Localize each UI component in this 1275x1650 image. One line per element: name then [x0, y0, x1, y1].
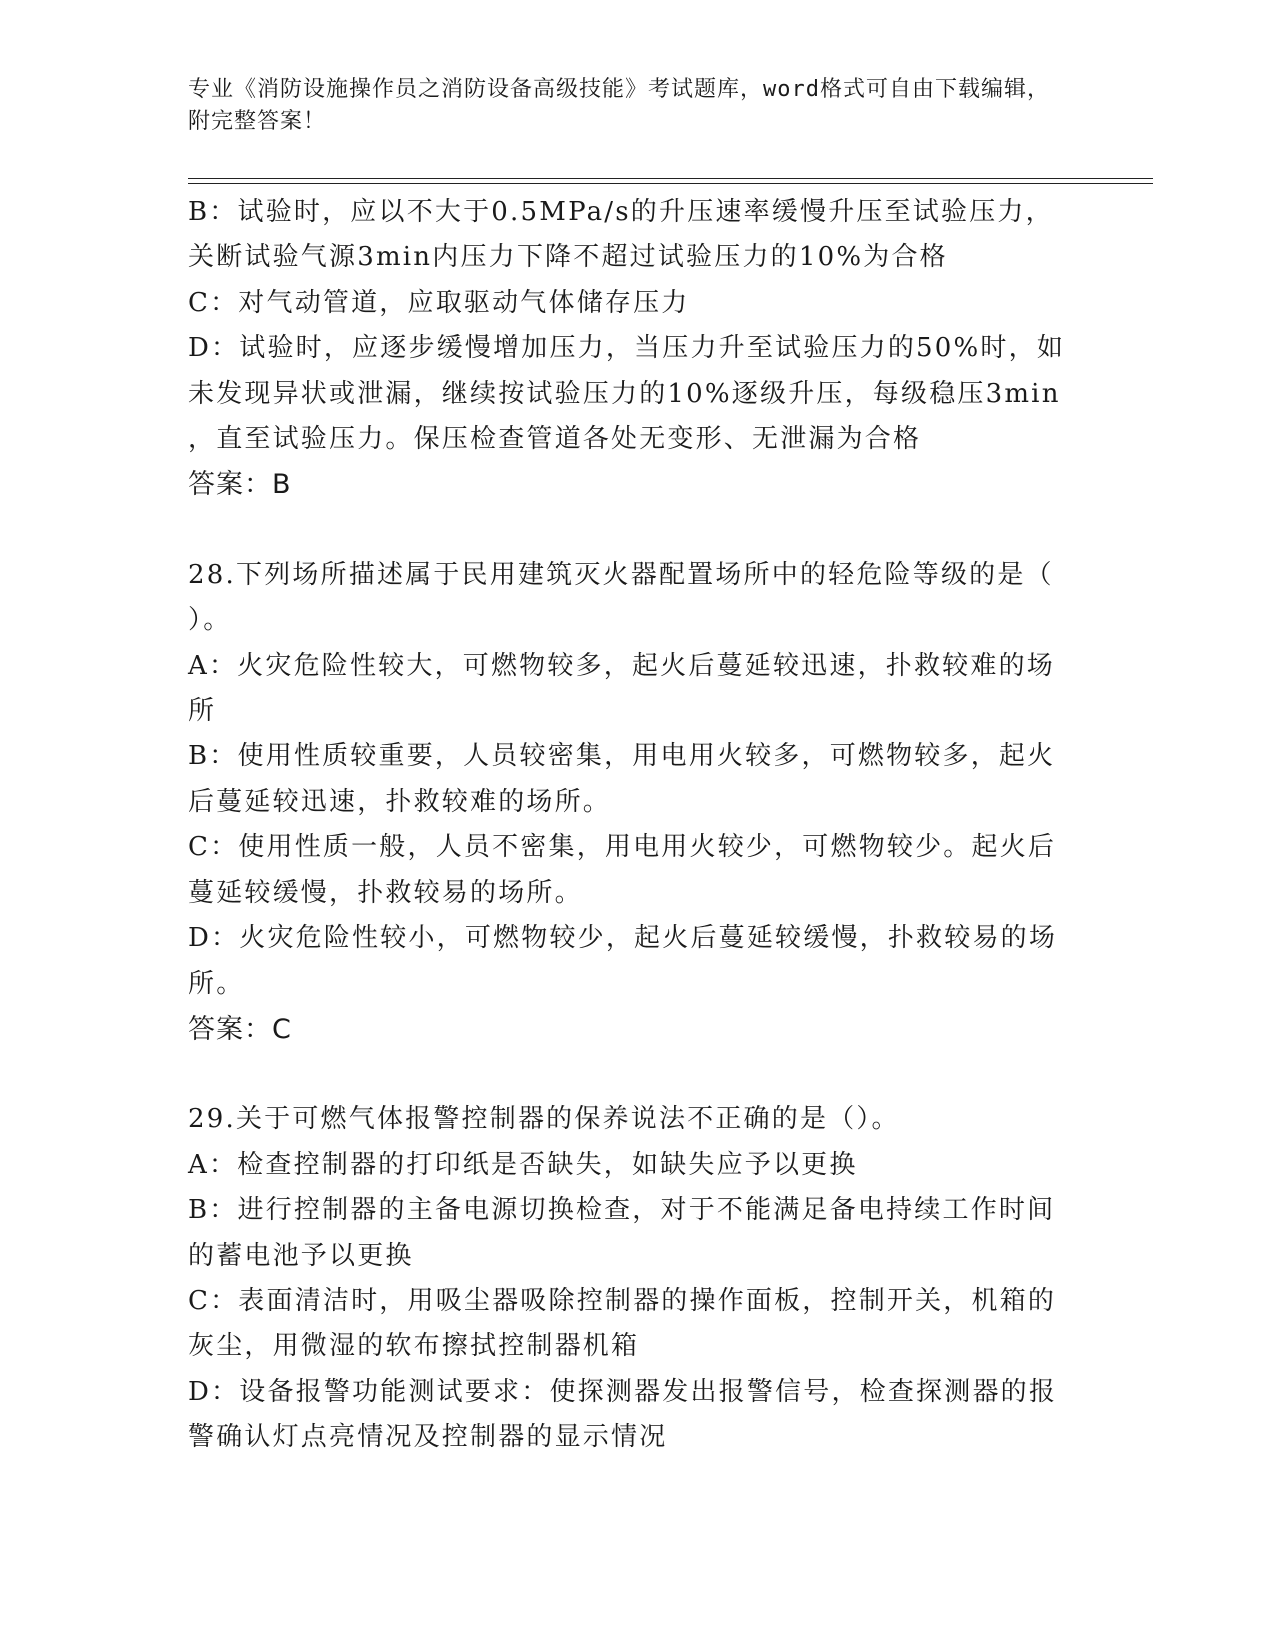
option-line: 后蔓延较迅速，扑救较难的场所。	[188, 786, 612, 817]
option-line: A：火灾危险性较大，可燃物较多，起火后蔓延较迅速，扑救较难的场	[188, 650, 1055, 681]
question-block	[188, 1097, 1073, 1460]
answer-line: 答案：C	[188, 1013, 292, 1045]
question-line: ，直至试验压力。保压检查管道各处无变形、无泄漏为合格	[188, 424, 922, 455]
option-line: D：设备报警功能测试要求：使探测器发出报警信号，检查探测器的报	[188, 1376, 1058, 1407]
question-line: 未发现异状或泄漏，继续按试验压力的10%逐级升压，每级稳压3min	[188, 378, 1061, 409]
option-line: C：使用性质一般，人员不密集，用电用火较少，可燃物较少。起火后	[188, 832, 1057, 863]
option-line: A：检查控制器的打印纸是否缺失，如缺失应予以更换	[188, 1149, 858, 1180]
option-line: C：表面清洁时，用吸尘器吸除控制器的操作面板，控制开关，机箱的	[188, 1285, 1057, 1316]
question-stem: 28.下列场所描述属于民用建筑灭火器配置场所中的轻危险等级的是（	[188, 559, 1054, 590]
question-content	[188, 190, 1073, 1461]
header-text: 专业《消防设施操作员之消防设备高级技能》考试题库，word格式可自由下载编辑，附完整答案！	[188, 77, 1050, 134]
option-line: 所。	[188, 968, 245, 999]
option-line: 警确认灯点亮情况及控制器的显示情况	[188, 1422, 668, 1453]
block-spacer	[188, 1052, 1073, 1097]
question-stem: 29.关于可燃气体报警控制器的保养说法不正确的是（）。	[188, 1104, 900, 1135]
option-line: D：火灾危险性较小，可燃物较少，起火后蔓延较缓慢，扑救较易的场	[188, 923, 1058, 954]
question-line: 关断试验气源3min内压力下降不超过试验压力的10%为合格	[188, 242, 948, 273]
option-line: B：使用性质较重要，人员较密集，用电用火较多，可燃物较多，起火	[188, 741, 1056, 772]
option-line: 灰尘，用微湿的软布擦拭控制器机箱	[188, 1331, 640, 1362]
question-line: C：对气动管道，应取驱动气体储存压力	[188, 287, 690, 318]
question-line: ）。	[188, 605, 232, 636]
question-block	[188, 190, 1073, 508]
option-line: B：进行控制器的主备电源切换检查，对于不能满足备电持续工作时间	[188, 1195, 1056, 1226]
question-line: D：试验时，应逐步缓慢增加压力，当压力升至试验压力的50%时，如	[188, 333, 1066, 364]
option-line: 的蓄电池予以更换	[188, 1240, 414, 1271]
option-line: 所	[188, 696, 217, 727]
answer-line: 答案：B	[188, 469, 292, 501]
option-line: 蔓延较缓慢，扑救较易的场所。	[188, 877, 583, 908]
header-divider-bottom	[188, 183, 1153, 184]
question-block	[188, 553, 1073, 1052]
block-spacer	[188, 508, 1073, 553]
document-header	[188, 74, 1068, 138]
header-divider-top	[188, 178, 1153, 179]
question-line: B：试验时，应以不大于0.5MPa/s的升压速率缓慢升压至试验压力，	[188, 197, 1054, 227]
